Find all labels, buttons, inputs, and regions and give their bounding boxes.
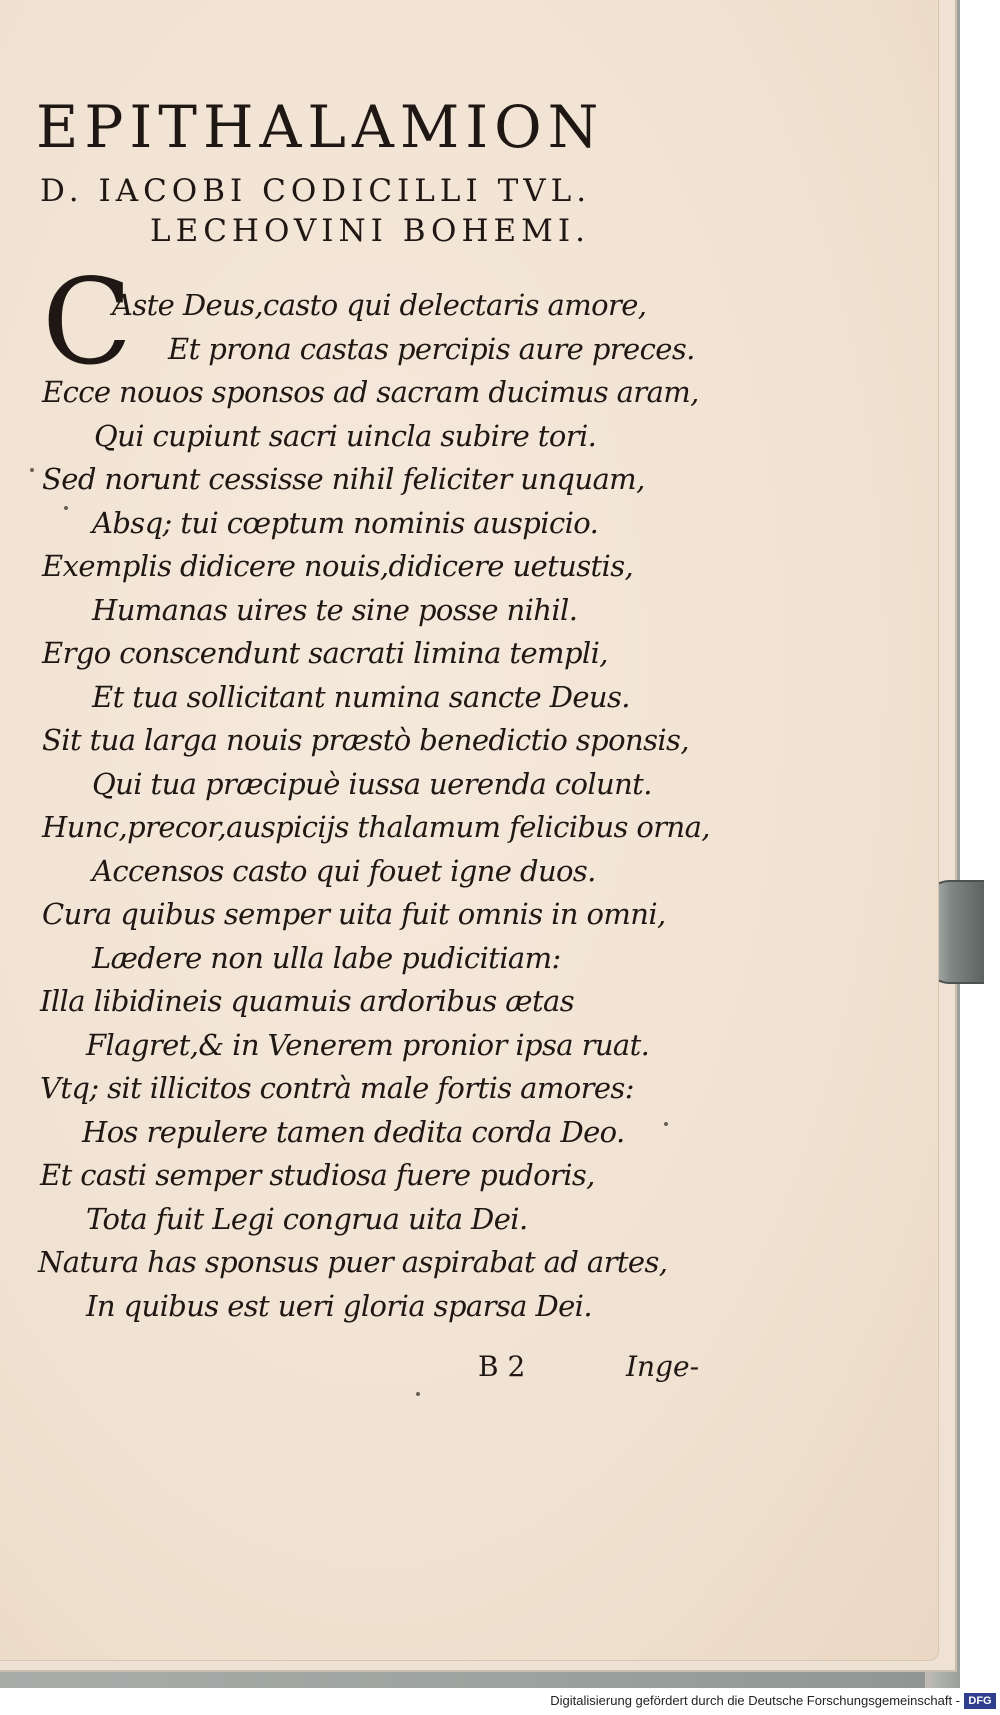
poem-line: Et casti semper studiosa fuere pudoris, bbox=[40, 1158, 595, 1192]
drop-cap: C bbox=[42, 253, 133, 391]
funding-credit: Digitalisierung gefördert durch die Deutsche Forschungsgemeinschaft - bbox=[550, 1693, 960, 1708]
poem-line: Qui cupiunt sacri uincla subire tori. bbox=[94, 419, 597, 453]
page-subtitle-line-1: D. IACOBI CODICILLI TVL. bbox=[40, 173, 592, 209]
poem-line: Accensos casto qui fouet igne duos. bbox=[92, 854, 596, 888]
signature-mark: B 2 bbox=[478, 1350, 526, 1383]
poem-line: Tota fuit Legi congrua uita Dei. bbox=[86, 1202, 528, 1236]
credit-bar bbox=[0, 1690, 1000, 1715]
poem-line: Ecce nouos sponsos ad sacram ducimus aram, bbox=[42, 375, 699, 409]
catchword: Inge- bbox=[626, 1350, 700, 1383]
ink-speck bbox=[664, 1122, 668, 1126]
poem-line: In quibus est ueri gloria sparsa Dei. bbox=[86, 1289, 592, 1323]
poem-line: Et tua sollicitant numina sancte Deus. bbox=[92, 680, 630, 714]
poem-line: Exemplis didicere nouis,didicere uetustis, bbox=[42, 549, 634, 583]
poem-line: Illa libidineis quamuis ardoribus ætas bbox=[40, 984, 574, 1018]
page-title: EPITHALAMION bbox=[36, 93, 605, 161]
poem-line: Vtq; sit illicitos contrà male fortis amores: bbox=[40, 1071, 634, 1105]
poem-line: Hos repulere tamen dedita corda Deo. bbox=[82, 1115, 625, 1149]
poem-line: Hunc,precor,auspicijs thalamum felicibus orna, bbox=[42, 810, 710, 844]
poem-line: Humanas uires te sine posse nihil. bbox=[92, 593, 578, 627]
poem-line: Natura has sponsus puer aspirabat ad artes, bbox=[38, 1245, 668, 1279]
dfg-logo: DFG bbox=[964, 1693, 996, 1709]
poem-line: Sed norunt cessisse nihil feliciter unquam, bbox=[42, 462, 645, 496]
poem-line: Et prona castas percipis aure preces. bbox=[168, 332, 695, 366]
poem-line: Ergo conscendunt sacrati limina templi, bbox=[42, 636, 608, 670]
ink-speck bbox=[64, 506, 68, 510]
page-subtitle-line-2: LECHOVINI BOHEMI. bbox=[150, 213, 590, 249]
poem-line: Lædere non ulla labe pudicitiam: bbox=[92, 941, 561, 975]
ink-speck bbox=[30, 468, 34, 472]
ink-speck bbox=[416, 1392, 420, 1396]
poem-line: Absq; tui cœptum nominis auspicio. bbox=[92, 506, 599, 540]
poem-line: Sit tua larga nouis præstò benedictio sponsis, bbox=[42, 723, 689, 757]
poem-line: Flagret,& in Venerem pronior ipsa ruat. bbox=[86, 1028, 650, 1062]
poem-line: Cura quibus semper uita fuit omnis in omni, bbox=[42, 897, 666, 931]
poem-line: Aste Deus,casto qui delectaris amore, bbox=[112, 288, 647, 322]
poem-line: Qui tua præcipuè iussa uerenda colunt. bbox=[92, 767, 652, 801]
